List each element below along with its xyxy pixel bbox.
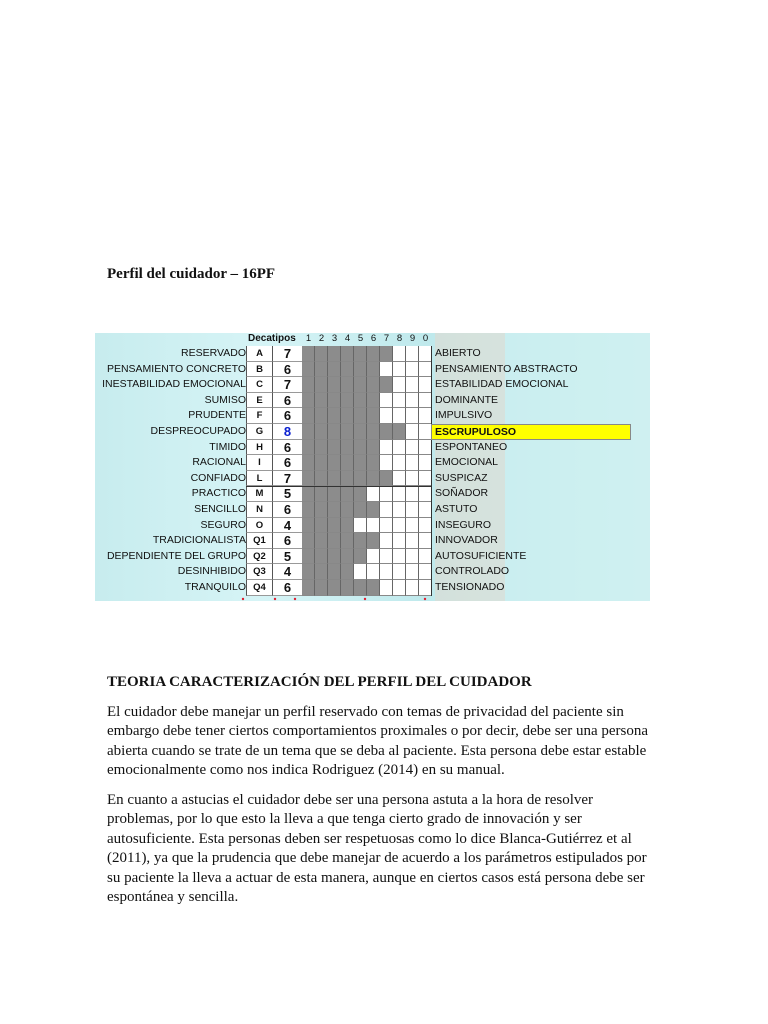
score-bar	[302, 408, 432, 424]
right-pole-label	[431, 455, 498, 471]
group-separator	[246, 486, 432, 487]
left-pole-label: DEPENDIENTE DEL GRUPO	[106, 549, 246, 562]
profile-row	[95, 455, 650, 471]
score-cell-empty	[393, 440, 406, 456]
factor-code: O	[246, 518, 272, 534]
score-cell-filled	[315, 471, 328, 487]
left-pole-label: SUMISO	[204, 393, 246, 406]
right-pole-text: ESCRUPULOSO	[435, 426, 517, 438]
factor-code: L	[246, 471, 272, 487]
right-pole-text: AUTOSUFICIENTE	[435, 549, 527, 562]
factor-code: Q4	[246, 580, 272, 596]
score-cell-filled	[341, 564, 354, 580]
score-cell-empty	[367, 549, 380, 565]
score-cell-filled	[341, 440, 354, 456]
score-cell-filled	[302, 580, 315, 596]
score-cell-filled	[315, 564, 328, 580]
right-pole-label	[431, 580, 504, 596]
score-cell-filled	[354, 533, 367, 549]
score-cell-empty	[393, 377, 406, 393]
factor-code: E	[246, 393, 272, 409]
score-bar	[302, 393, 432, 409]
score-cell-empty	[393, 408, 406, 424]
right-pole-label	[431, 424, 631, 440]
score-cell-filled	[354, 346, 367, 362]
score-cell-empty	[367, 518, 380, 534]
score-cell-filled	[315, 455, 328, 471]
factor-code: G	[246, 424, 272, 440]
scale-number: 3	[331, 333, 338, 344]
right-pole-label	[431, 486, 488, 502]
score-cell-filled	[315, 580, 328, 596]
score-cell-filled	[328, 377, 341, 393]
right-pole-text: INNOVADOR	[435, 534, 498, 547]
decatipo-value: 6	[272, 502, 302, 518]
profile-row	[95, 486, 650, 502]
score-bar	[302, 549, 432, 565]
decatipo-value: 4	[272, 564, 302, 580]
score-cell-filled	[367, 346, 380, 362]
score-cell-filled	[367, 580, 380, 596]
score-cell-filled	[341, 518, 354, 534]
decatipo-value: 6	[272, 393, 302, 409]
decatipo-value: 7	[272, 346, 302, 362]
scale-number: 2	[318, 333, 325, 344]
score-cell-empty	[380, 393, 393, 409]
score-cell-filled	[341, 424, 354, 440]
score-cell-empty	[393, 549, 406, 565]
score-bar	[302, 564, 432, 580]
decatipo-value: 7	[272, 471, 302, 487]
score-cell-empty	[393, 346, 406, 362]
score-cell-empty	[393, 362, 406, 378]
score-cell-filled	[367, 424, 380, 440]
score-bar	[302, 502, 432, 518]
score-cell-filled	[354, 424, 367, 440]
score-cell-filled	[328, 518, 341, 534]
profile-row	[95, 533, 650, 549]
score-cell-filled	[328, 580, 341, 596]
score-cell-filled	[302, 533, 315, 549]
score-cell-empty	[380, 533, 393, 549]
decatipos-label: Decatipos	[248, 333, 296, 344]
score-cell-filled	[367, 455, 380, 471]
right-pole-label	[431, 377, 568, 393]
score-cell-empty	[406, 424, 419, 440]
score-cell-empty	[380, 486, 393, 502]
decatipo-value: 6	[272, 440, 302, 456]
score-cell-filled	[328, 424, 341, 440]
score-cell-empty	[406, 533, 419, 549]
score-bar	[302, 377, 432, 393]
score-cell-filled	[341, 549, 354, 565]
score-cell-filled	[328, 408, 341, 424]
score-cell-filled	[354, 408, 367, 424]
score-bar	[302, 518, 432, 534]
score-cell-empty	[354, 518, 367, 534]
score-cell-filled	[341, 533, 354, 549]
score-cell-empty	[393, 580, 406, 596]
score-cell-filled	[302, 549, 315, 565]
score-cell-filled	[302, 471, 315, 487]
right-pole-text: INSEGURO	[435, 518, 492, 531]
right-pole-text: PENSAMIENTO ABSTRACTO	[435, 362, 578, 375]
score-cell-filled	[354, 580, 367, 596]
profile-row	[95, 424, 650, 440]
factor-code: A	[246, 346, 272, 362]
score-cell-empty	[406, 502, 419, 518]
score-cell-filled	[354, 471, 367, 487]
score-cell-filled	[341, 346, 354, 362]
factor-code: Q1	[246, 533, 272, 549]
score-cell-filled	[315, 377, 328, 393]
scale-number: 0	[422, 333, 429, 344]
score-cell-filled	[315, 502, 328, 518]
scale-number: 4	[344, 333, 351, 344]
score-cell-empty	[380, 362, 393, 378]
score-cell-filled	[341, 455, 354, 471]
score-cell-filled	[302, 377, 315, 393]
score-cell-filled	[328, 533, 341, 549]
score-cell-empty	[393, 502, 406, 518]
right-pole-text: IMPULSIVO	[435, 409, 493, 422]
score-cell-filled	[354, 440, 367, 456]
factor-code: C	[246, 377, 272, 393]
red-marks-decoration	[235, 595, 435, 601]
profile-row	[95, 346, 650, 362]
score-cell-filled	[302, 346, 315, 362]
score-cell-filled	[302, 393, 315, 409]
profile-row	[95, 564, 650, 580]
decatipo-value: 5	[272, 486, 302, 502]
score-cell-filled	[302, 408, 315, 424]
score-cell-empty	[380, 580, 393, 596]
score-cell-empty	[406, 377, 419, 393]
score-cell-filled	[328, 455, 341, 471]
profile-row	[95, 580, 650, 596]
score-cell-filled	[302, 564, 315, 580]
decatipo-value: 6	[272, 580, 302, 596]
right-pole-text: ESTABILIDAD EMOCIONAL	[435, 378, 569, 391]
decatipo-value: 6	[272, 533, 302, 549]
score-cell-empty	[393, 564, 406, 580]
right-pole-label	[431, 471, 488, 487]
score-cell-filled	[354, 549, 367, 565]
score-cell-filled	[302, 440, 315, 456]
score-cell-empty	[380, 502, 393, 518]
decatipo-value: 7	[272, 377, 302, 393]
right-pole-text: ESPONTANEO	[435, 440, 508, 453]
profile-row	[95, 549, 650, 565]
paragraph: En cuanto a astucias el cuidador debe ser una persona astuta a la hora de resolver problemas, por lo que esto la lleva a que tenga cierto grado de innovación y ser autosuficiente. Esta personas deben ser respetuosas como lo dice Blanca-Gutiérrez et al (2011), ya que la prudencia que debe manejar de acuerdo a los parámetros estipulados por su paciente la lleva a actuar de esta manera, aunque en ciertos casos está persona debe ser espontánea y sencilla.	[107, 792, 647, 906]
left-pole-label: INESTABILIDAD EMOCIONAL	[102, 378, 246, 391]
score-cell-empty	[393, 455, 406, 471]
left-pole-label: PENSAMIENTO CONCRETO	[106, 362, 246, 375]
score-cell-filled	[315, 408, 328, 424]
score-cell-filled	[341, 471, 354, 487]
score-cell-filled	[328, 471, 341, 487]
score-bar	[302, 424, 432, 440]
score-cell-filled	[380, 377, 393, 393]
score-cell-empty	[406, 455, 419, 471]
right-pole-text: SUSPICAZ	[435, 471, 488, 484]
score-cell-filled	[354, 502, 367, 518]
score-cell-filled	[315, 533, 328, 549]
right-pole-label	[431, 362, 578, 378]
scale-number: 1	[305, 333, 312, 344]
score-cell-filled	[302, 486, 315, 502]
left-pole-label: SENCILLO	[194, 503, 246, 515]
score-cell-empty	[393, 486, 406, 502]
score-cell-filled	[367, 533, 380, 549]
score-cell-filled	[315, 440, 328, 456]
score-cell-filled	[328, 564, 341, 580]
score-cell-filled	[341, 393, 354, 409]
score-cell-empty	[406, 564, 419, 580]
score-cell-filled	[367, 471, 380, 487]
score-cell-filled	[341, 377, 354, 393]
score-bar	[302, 362, 432, 378]
factor-code: N	[246, 502, 272, 518]
score-cell-filled	[367, 408, 380, 424]
scale-number: 9	[409, 333, 416, 344]
left-pole-label: TRANQUILO	[184, 581, 246, 593]
score-cell-empty	[406, 440, 419, 456]
score-cell-empty	[406, 518, 419, 534]
score-cell-empty	[406, 471, 419, 487]
right-pole-label	[431, 533, 498, 549]
score-cell-empty	[354, 564, 367, 580]
score-cell-empty	[393, 533, 406, 549]
left-pole-label: DESPREOCUPADO	[150, 425, 246, 437]
score-cell-filled	[341, 408, 354, 424]
score-cell-empty	[393, 393, 406, 409]
left-pole-label: PRUDENTE	[188, 409, 246, 422]
profile-row	[95, 408, 650, 424]
right-pole-label	[431, 408, 492, 424]
right-pole-label	[431, 564, 509, 580]
section-title: TEORIA CARACTERIZACIÓN DEL PERFIL DEL CUIDADOR	[107, 674, 532, 690]
factor-code: M	[246, 486, 272, 502]
score-cell-empty	[380, 440, 393, 456]
score-cell-filled	[315, 346, 328, 362]
profile-row	[95, 502, 650, 518]
scale-number: 5	[357, 333, 364, 344]
factor-code: I	[246, 455, 272, 471]
score-cell-empty	[393, 518, 406, 534]
score-cell-filled	[315, 362, 328, 378]
score-bar	[302, 455, 432, 471]
score-cell-empty	[380, 518, 393, 534]
right-pole-text: EMOCIONAL	[435, 456, 499, 469]
score-cell-empty	[406, 486, 419, 502]
profile-row	[95, 393, 650, 409]
left-pole-label: RESERVADO	[181, 347, 246, 359]
left-pole-label: CONFIADO	[190, 471, 246, 484]
score-cell-filled	[328, 549, 341, 565]
decatipo-value: 6	[272, 455, 302, 471]
left-pole-label: TIMIDO	[209, 440, 246, 453]
left-pole-label: PRACTICO	[191, 487, 246, 500]
score-cell-empty	[406, 549, 419, 565]
score-cell-empty	[380, 455, 393, 471]
score-bar	[302, 346, 432, 362]
right-pole-text: ABIERTO	[435, 347, 481, 359]
profile-row	[95, 440, 650, 456]
score-cell-filled	[328, 486, 341, 502]
score-cell-filled	[315, 424, 328, 440]
16pf-profile-figure	[95, 333, 650, 601]
paragraph: El cuidador debe manejar un perfil reservado con temas de privacidad del paciente sin embargo debe tener ciertos comportamientos proximales o por decir, debe ser una persona abierta cuando se trate de un tema que se deba al paciente. Esta persona debe estar estable emocionalmente como nos indica Rodriguez (2014) en su manual.	[107, 704, 649, 779]
score-cell-empty	[406, 408, 419, 424]
right-pole-text: ASTUTO	[435, 503, 478, 515]
right-pole-text: CONTROLADO	[435, 565, 510, 578]
score-cell-empty	[406, 362, 419, 378]
figure-title: Perfil del cuidador – 16PF	[107, 266, 276, 282]
right-pole-label	[431, 393, 498, 409]
score-bar	[302, 580, 432, 596]
score-bar	[302, 533, 432, 549]
score-cell-filled	[328, 393, 341, 409]
profile-row	[95, 518, 650, 534]
score-cell-filled	[302, 502, 315, 518]
score-cell-filled	[367, 393, 380, 409]
score-bar	[302, 471, 432, 487]
score-cell-filled	[380, 471, 393, 487]
right-pole-label	[431, 549, 526, 565]
score-cell-filled	[354, 486, 367, 502]
score-cell-filled	[367, 440, 380, 456]
score-cell-empty	[406, 346, 419, 362]
score-cell-filled	[315, 549, 328, 565]
profile-row	[95, 471, 650, 487]
score-cell-filled	[302, 424, 315, 440]
score-cell-filled	[315, 486, 328, 502]
score-cell-filled	[328, 440, 341, 456]
score-cell-empty	[380, 408, 393, 424]
decatipo-value: 8	[272, 424, 302, 440]
factor-code: Q3	[246, 564, 272, 580]
score-cell-filled	[341, 362, 354, 378]
left-pole-label: RACIONAL	[192, 456, 246, 469]
factor-code: H	[246, 440, 272, 456]
score-bar	[302, 440, 432, 456]
score-cell-filled	[354, 362, 367, 378]
score-cell-filled	[315, 518, 328, 534]
right-pole-text: DOMINANTE	[435, 393, 498, 406]
scale-number: 8	[396, 333, 403, 344]
score-cell-empty	[367, 486, 380, 502]
score-cell-filled	[328, 362, 341, 378]
factor-code: Q2	[246, 549, 272, 565]
score-cell-empty	[406, 393, 419, 409]
score-cell-empty	[380, 564, 393, 580]
left-pole-label: DESINHIBIDO	[177, 565, 246, 578]
right-pole-label	[431, 518, 491, 534]
score-cell-filled	[302, 518, 315, 534]
score-cell-filled	[354, 455, 367, 471]
decatipo-value: 5	[272, 549, 302, 565]
score-cell-filled	[380, 346, 393, 362]
decatipo-value: 4	[272, 518, 302, 534]
score-cell-filled	[328, 502, 341, 518]
score-cell-filled	[393, 424, 406, 440]
right-pole-text: TENSIONADO	[435, 581, 505, 593]
left-pole-label: SEGURO	[200, 518, 246, 531]
right-pole-label	[431, 502, 477, 518]
decatipo-value: 6	[272, 362, 302, 378]
scale-number: 7	[383, 333, 390, 344]
score-cell-filled	[367, 377, 380, 393]
score-cell-empty	[367, 564, 380, 580]
score-cell-filled	[341, 486, 354, 502]
score-cell-filled	[380, 424, 393, 440]
score-cell-filled	[315, 393, 328, 409]
score-cell-empty	[393, 471, 406, 487]
score-cell-filled	[367, 502, 380, 518]
score-cell-empty	[380, 549, 393, 565]
scale-header	[95, 333, 650, 346]
score-cell-filled	[354, 393, 367, 409]
left-pole-label: TRADICIONALISTA	[152, 534, 246, 547]
profile-row	[95, 377, 650, 393]
factor-code: F	[246, 408, 272, 424]
score-cell-filled	[302, 455, 315, 471]
score-cell-filled	[341, 502, 354, 518]
score-cell-filled	[328, 346, 341, 362]
score-cell-filled	[341, 580, 354, 596]
factor-code: B	[246, 362, 272, 378]
decatipo-value: 6	[272, 408, 302, 424]
profile-row	[95, 362, 650, 378]
right-pole-label	[431, 440, 507, 456]
score-cell-empty	[406, 580, 419, 596]
score-cell-filled	[367, 362, 380, 378]
scale-number: 6	[370, 333, 377, 344]
right-pole-text: SOÑADOR	[435, 487, 489, 500]
score-bar	[302, 486, 432, 502]
right-pole-label	[431, 346, 481, 362]
score-cell-filled	[302, 362, 315, 378]
score-cell-filled	[354, 377, 367, 393]
